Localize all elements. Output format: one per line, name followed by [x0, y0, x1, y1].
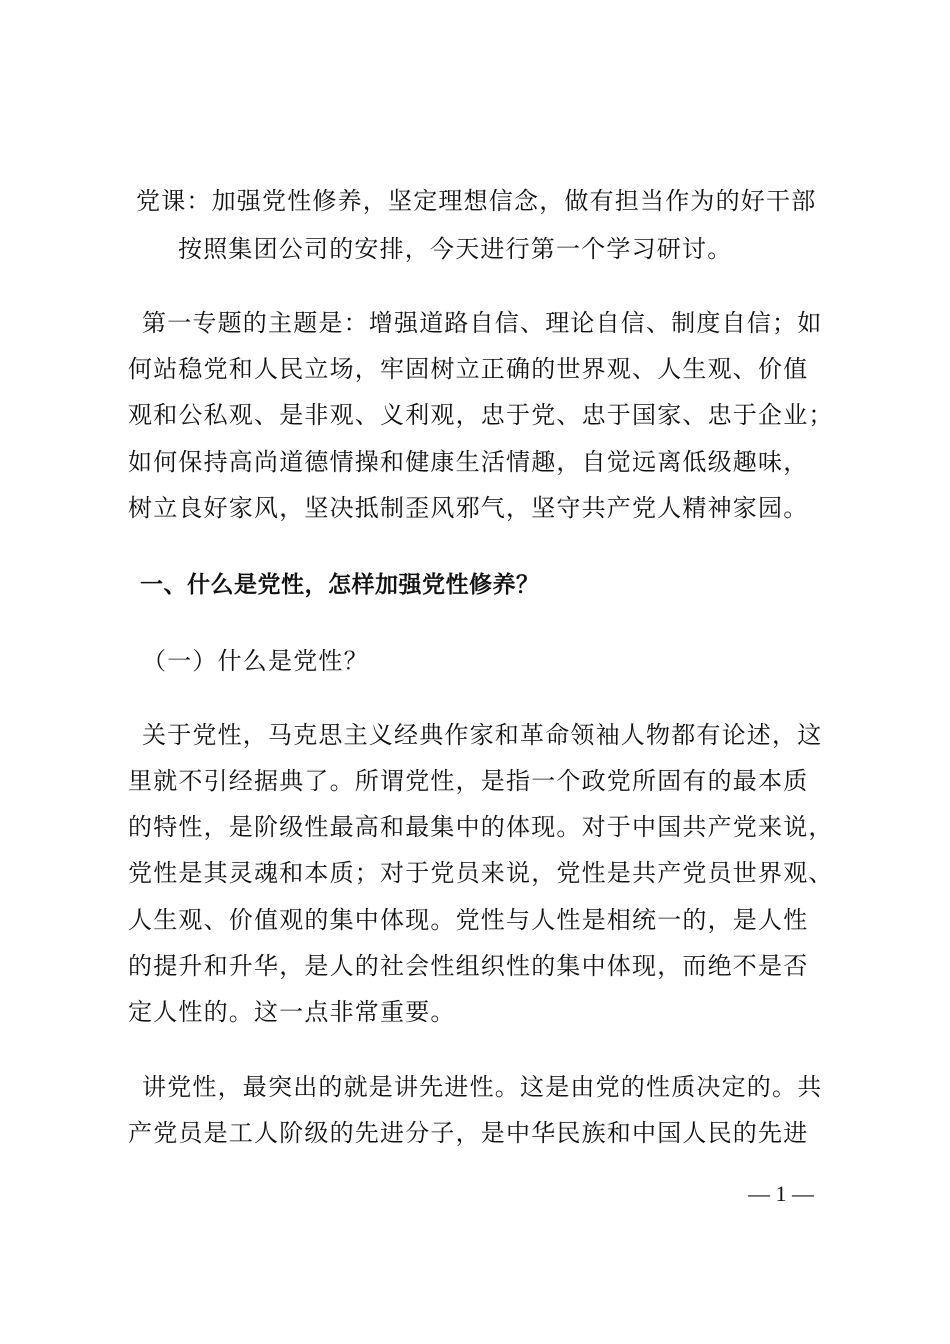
topic-line: 何站稳党和人民立场，牢固树立正确的世界观、人生观、价值	[128, 355, 809, 383]
paragraph-line: 里就不引经据典了。所谓党性，是指一个政党所固有的最本质	[128, 767, 809, 795]
paragraph-line: 定人性的。这一点非常重要。	[128, 998, 456, 1026]
subsection-heading: （一）什么是党性？	[142, 647, 369, 675]
topic-line: 树立良好家风，坚决抵制歪风邪气，坚守共产党人精神家园。	[128, 494, 809, 522]
paragraph-line: 关于党性，马克思主义经典作家和革命领袖人物都有论述，这	[142, 721, 823, 749]
section-heading: 一、什么是党性，怎样加强党性修养？	[140, 572, 540, 598]
paragraph-line: 讲党性，最突出的就是讲先进性。这是由党的性质决定的。共	[142, 1073, 823, 1101]
topic-line: 第一专题的主题是：增强道路自信、理论自信、制度自信；如	[142, 309, 823, 337]
intro-line: 按照集团公司的安排，今天进行第一个学习研讨。	[178, 235, 733, 263]
paragraph-line: 的提升和升华，是人的社会性组织性的集中体现，而绝不是否	[128, 952, 809, 980]
paragraph-line: 产党员是工人阶级的先进分子，是中华民族和中国人民的先进	[128, 1119, 809, 1147]
paragraph-line: 党性是其灵魂和本质；对于党员来说，党性是共产党员世界观、	[128, 859, 834, 887]
page-number: — 1 —	[748, 1181, 814, 1206]
topic-line: 如何保持高尚道德情操和健康生活情趣，自觉远离低级趣味，	[128, 448, 809, 476]
paragraph-line: 人生观、价值观的集中体现。党性与人性是相统一的，是人性	[128, 906, 809, 934]
paragraph-line: 的特性，是阶级性最高和最集中的体现。对于中国共产党来说，	[128, 813, 834, 841]
topic-line: 观和公私观、是非观、义利观，忠于党、忠于国家、忠于企业；	[128, 401, 834, 429]
document-title: 党课：加强党性修养，坚定理想信念，做有担当作为的好干部	[136, 187, 817, 215]
